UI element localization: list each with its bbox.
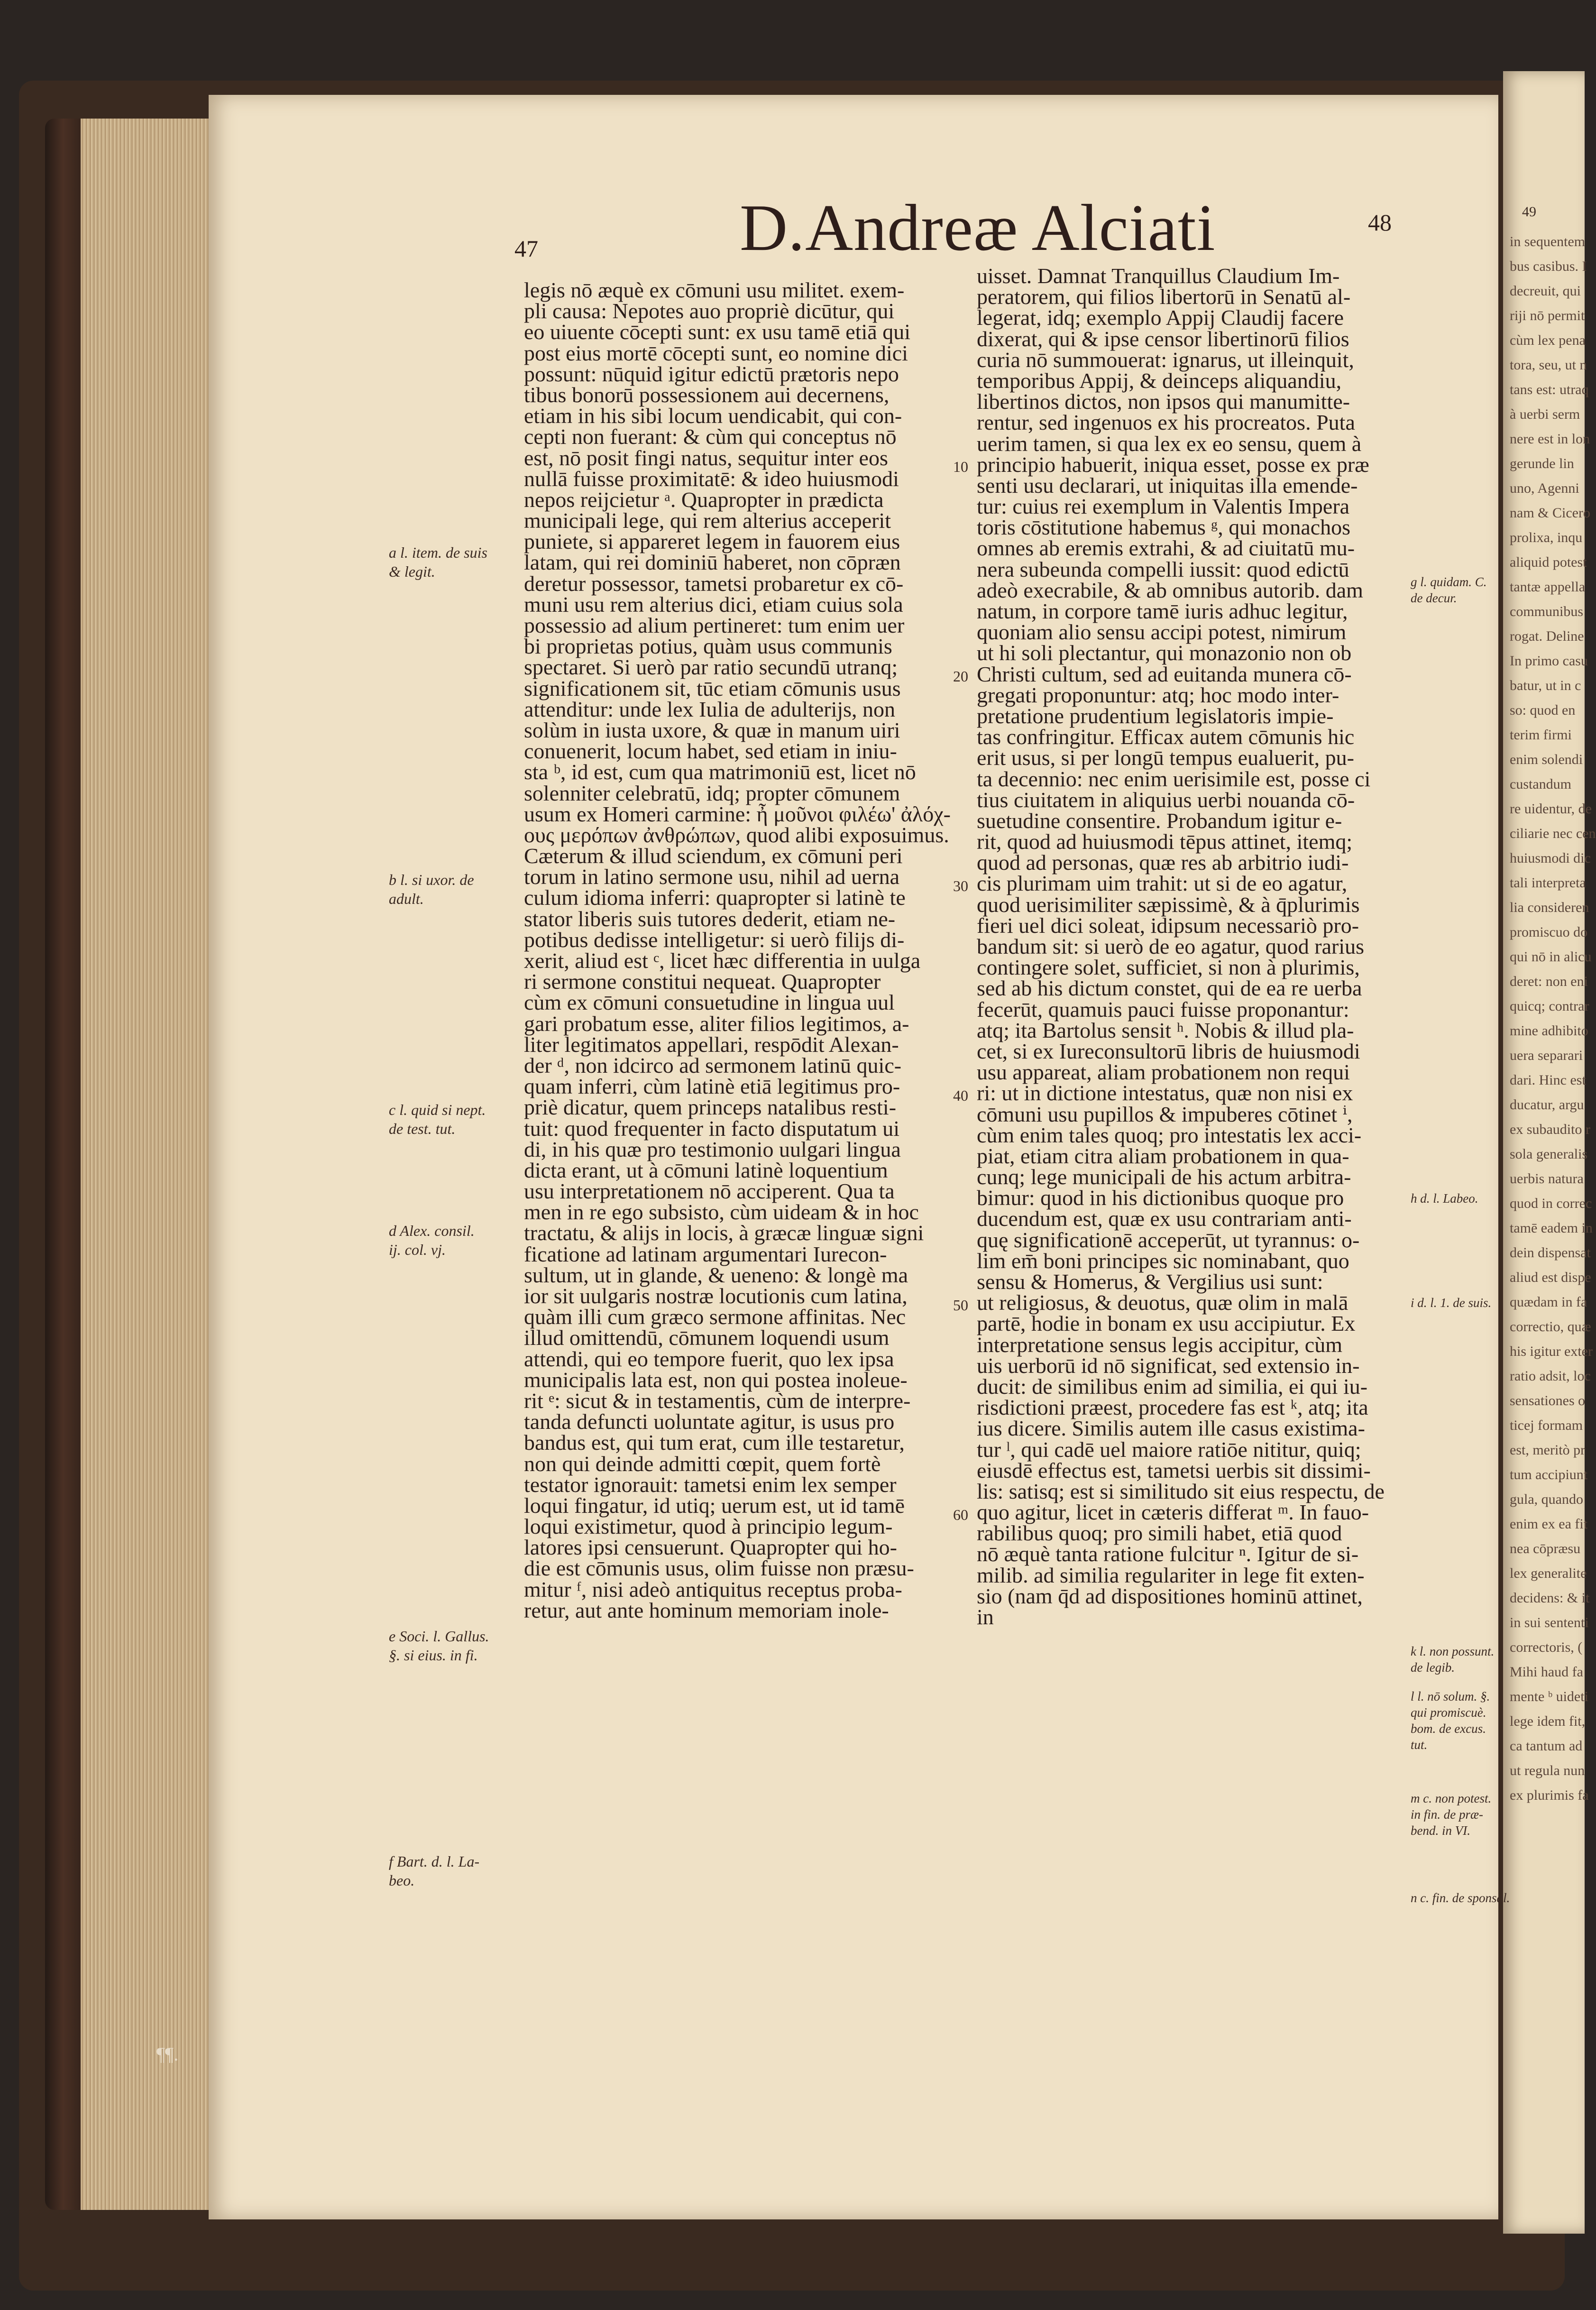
left-column-line: etiam in his sibi locum uendicabit, qui con- [524, 404, 902, 428]
line-number: 60 [953, 1506, 968, 1523]
right-column-line: gregati proponuntur: atq; hoc modo inter- [977, 682, 1339, 707]
left-column-line: non qui deinde admitti cœpit, quem fortè [524, 1451, 881, 1476]
right-column-line: suetudine consentire. Probandum igitur e- [977, 808, 1342, 833]
facing-page-line: decreuit, qui [1510, 283, 1581, 299]
right-column-line: tur ˡ, qui cadē uel maiore ratiōe nititur, quiq; [977, 1437, 1361, 1462]
facing-page-line: lege idem fit, [1510, 1713, 1586, 1729]
right-column-line: ta decennio: nec enim uerisimile est, posse ci [977, 766, 1371, 791]
right-column-line: ducendum est, quæ ex usu contrariam anti- [977, 1206, 1352, 1231]
right-column-line: sed ab his dictum constet, qui de ea re uerba [977, 976, 1362, 1001]
right-column-line: principio habuerit, iniqua esset, posse ex præ [977, 452, 1369, 477]
right-column-line: uisset. Damnat Tranquillus Claudium Im- [977, 264, 1340, 288]
right-column-line: cunq; lege municipali de his actum arbitra- [977, 1165, 1351, 1189]
right-column-line: legerat, idq; exemplo Appij Claudij facere [977, 305, 1344, 330]
right-column-line: bandum sit: si uerò de eo agatur, quod rarius [977, 934, 1365, 958]
left-column-line: cùm ex cōmuni consuetudine in lingua uul [524, 990, 895, 1015]
margin-note-line: in fin. de præ- [1411, 1807, 1483, 1822]
facing-page-line: enim ex ea fit [1510, 1516, 1588, 1532]
right-text-column [977, 266, 1413, 1628]
left-column-line: potibus dedisse intelligetur: si uerò filijs di- [524, 927, 905, 952]
left-column-line: ficatione ad latinam argumentari Iurecon- [524, 1242, 887, 1266]
left-column-line: mitur ᶠ, nisi adeò antiquitus receptus proba- [524, 1577, 902, 1601]
left-column-line: attenditur: unde lex Iulia de adulterijs, non [524, 697, 896, 721]
facing-page-line: quod in correc [1510, 1196, 1592, 1211]
facing-page-line: tora, seu, ut n [1510, 357, 1587, 373]
facing-page-line: dari. Hinc est [1510, 1072, 1586, 1088]
margin-note-i [1411, 1295, 1491, 1311]
margin-note-line: i d. l. 1. de suis. [1411, 1296, 1492, 1310]
left-column-line: attendi, qui eo tempore fuerit, quo lex ipsa [524, 1346, 894, 1371]
left-column-line: dicta erant, ut à cōmuni latinè loquentium [524, 1158, 888, 1182]
margin-note-line: f Bart. d. l. La- [389, 1853, 480, 1870]
left-column-line: tuit: quod frequenter in facto disputatum ui [524, 1116, 900, 1141]
left-column-line: eo uiuente cōcepti sunt: ex usu tamē etiā qui [524, 320, 910, 344]
right-column-line: pretatione prudentium legislatoris impie- [977, 703, 1334, 728]
facing-page-line: gerunde lin [1510, 456, 1574, 471]
left-column-line: xerit, aliud est ᶜ, licet hæc differentia in uulga [524, 948, 921, 973]
left-column-line: est, nō posit fingi natus, sequitur inter eos [524, 445, 888, 470]
right-column-line: rabilibus quoq; pro simili habet, etiā quod [977, 1521, 1342, 1546]
facing-page-line: sensationes o [1510, 1393, 1586, 1408]
right-column-line: fecerūt, quamuis pauci fuisse proponantur: [977, 997, 1349, 1022]
facing-page-line: in sui sententi [1510, 1615, 1589, 1630]
margin-note-line: adult. [389, 890, 424, 907]
right-column-line: nō æquè tanta ratione fulcitur ⁿ. Igitur de si- [977, 1542, 1359, 1566]
margin-note-line: b l. si uxor. de [389, 871, 474, 888]
facing-page-line: prolixa, inqu [1510, 530, 1583, 545]
left-column-line: gari probatum esse, aliter filios legitimos, a- [524, 1011, 909, 1036]
facing-page-line: re uidentur, de [1510, 801, 1592, 817]
right-column-line: uis uerborū id nō significat, sed extensio in- [977, 1353, 1360, 1378]
left-column-line: conuenerit, locum habet, sed etiam in iniu- [524, 739, 897, 764]
facing-page-line: riji nō permit [1510, 308, 1585, 323]
right-column-line: eiusdē effectus est, tametsi uerbis sit dissimi- [977, 1458, 1371, 1482]
left-column-line: ους μερόπων ἀνθρώπων, quod alibi exposuimus. [524, 822, 949, 847]
right-column-line: quod uerisimiliter sæpissimè, & à q̄plurimis [977, 892, 1360, 917]
left-column-line: ior sit uulgaris nostræ locutionis cum latina, [524, 1284, 908, 1308]
left-column-line: pli causa: Nepotes auo propriè dicūtur, qui [524, 299, 895, 323]
margin-note-f [389, 1852, 479, 1890]
margin-note-e [389, 1627, 489, 1665]
margin-note-line: de test. tut. [389, 1120, 456, 1137]
facing-page-line: tum accipiunt [1510, 1467, 1588, 1482]
facing-page-line: dein dispensat [1510, 1245, 1591, 1261]
right-column-line: peratorem, qui filios libertorū in Senatū al- [977, 285, 1351, 309]
margin-note-line: e Soci. l. Gallus. [389, 1628, 489, 1645]
left-column-line: Cæterum & illud sciendum, ex cōmuni peri [524, 844, 903, 868]
left-column-line: nullā fuisse proximitatē: & ideo huiusmodi [524, 466, 899, 491]
right-column-line: ius dicere. Similis autem ille casus existima- [977, 1416, 1365, 1441]
margin-note-line: n c. fin. de sponsal. [1411, 1891, 1510, 1905]
margin-note-line: bom. de excus. [1411, 1721, 1486, 1736]
left-column-line: culum idioma inferri: quapropter si latinè te [524, 885, 906, 910]
margin-note-line: d Alex. consil. [389, 1222, 475, 1239]
page-edges [81, 119, 218, 2210]
left-column-line: solenniter celebratū, idq; propter cōmunem [524, 781, 900, 805]
right-column-line: sio (nam q̄d ad dispositiones hominū attinet, [977, 1583, 1363, 1608]
facing-page-line: ca tantum ad [1510, 1738, 1583, 1754]
left-column-line: priè dicatur, quem princeps natalibus resti- [524, 1095, 897, 1120]
left-column-line: bi proprietas potius, quàm usus communis [524, 634, 892, 659]
right-column-line: natum, in corpore tamē iuris adhuc legitur, [977, 599, 1348, 623]
margin-note-b [389, 870, 474, 908]
facing-page-line: nea cōpræsu [1510, 1541, 1581, 1556]
facing-page-number: 49 [1522, 204, 1536, 220]
margin-note-l [1411, 1688, 1490, 1753]
margin-note-c [389, 1100, 486, 1138]
facing-page-line: correctio, quæ [1510, 1319, 1591, 1334]
margin-note-line: ij. col. vj. [389, 1241, 446, 1258]
right-column-line: milib. ad similia regulariter in lege fit exten- [977, 1563, 1365, 1587]
margin-note-line: beo. [389, 1872, 415, 1889]
left-column-line: possessio ad alium pertineret: tum enim uer [524, 613, 905, 637]
right-column-line: fieri uel dici soleat, idipsum necessariò pro- [977, 913, 1359, 938]
facing-page-line: qui nō in alicu [1510, 949, 1592, 965]
right-column-line: tas confringitur. Efficax autem cōmunis hic [977, 725, 1355, 749]
line-number: 50 [953, 1296, 968, 1314]
right-column-line: rentur, sed ingenuos ex his procreatos. Puta [977, 410, 1355, 435]
left-column-line: illud omittendū, cōmunem loquendi usum [524, 1325, 890, 1350]
left-column-line: tibus bonorū possessionem aui decernens, [524, 382, 890, 407]
right-column-line: senti usu declarari, ut iniquitas illa emende- [977, 473, 1358, 497]
line-number: 30 [953, 877, 968, 894]
facing-page-line: tamē eadem in [1510, 1220, 1593, 1236]
right-column-line: tius ciuitatem in aliquius uerbi nouanda cō- [977, 787, 1355, 812]
left-column-line: deretur possessor, tametsi probaretur ex cō- [524, 571, 904, 596]
left-column-line: puniete, si appareret legem in fauorem eius [524, 529, 900, 554]
facing-page-line: communibus [1510, 604, 1583, 619]
facing-page-line: promiscuo do [1510, 924, 1588, 940]
signature-mark: ¶¶. [156, 2043, 179, 2065]
page-number-left: 47 [514, 235, 538, 262]
margin-note-line: h d. l. Labeo. [1411, 1191, 1478, 1206]
facing-page-line: deret: non eni [1510, 974, 1588, 989]
margin-note-line: a l. item. de suis [389, 544, 487, 561]
right-column-line: temporibus Appij, & deinceps aliquandiu, [977, 368, 1342, 393]
right-column-line: cet, si ex Iureconsultorū libris de huiusmodi [977, 1039, 1360, 1063]
right-column-line: dixerat, qui & ipse censor libertinorū filios [977, 326, 1349, 351]
right-column-line: cùm enim tales quoq; pro intestatis lex acci- [977, 1123, 1362, 1147]
left-column-line: ri sermone constitui nequeat. Quapropter [524, 969, 881, 994]
left-text-column [524, 280, 979, 1621]
left-column-line: loqui existimetur, quod à principio legum- [524, 1514, 893, 1539]
facing-page-line: ex plurimis fa [1510, 1787, 1589, 1803]
margin-note-g [1411, 574, 1487, 606]
left-column-line: men in re ego subsisto, cùm uideam & in hoc [524, 1200, 919, 1224]
facing-page-line: rogat. Deline [1510, 628, 1584, 644]
facing-page-line: huiusmodi dic [1510, 850, 1591, 866]
facing-page-line: ratio adsit, loc [1510, 1368, 1591, 1384]
left-column-line: torum in latino sermone usu, nihil ad uerna [524, 865, 900, 889]
facing-page-line: nam & Cicero [1510, 505, 1590, 521]
margin-note-line: & legit. [389, 563, 435, 580]
left-column-line: stator liberis suis tutores dederit, etiam ne- [524, 906, 896, 931]
facing-page [1503, 71, 1596, 2234]
left-column-line: di, in his quæ pro testimonio uulgari lingua [524, 1137, 901, 1161]
facing-page-line: uno, Agenni [1510, 480, 1579, 496]
left-column-line: der ᵈ, non idcirco ad sermonem latinū quic- [524, 1053, 902, 1077]
right-column-line: rit, quod ad huiusmodi tēpus attinet, itemq; [977, 829, 1353, 854]
right-column-line: lim em̄ boni principes sic nominabant, quo [977, 1248, 1349, 1273]
facing-page-line: mine adhibito [1510, 1023, 1588, 1039]
left-column-line: possunt: nūquid igitur edictū prætoris nepo [524, 361, 899, 386]
facing-page-line: batur, ut in c [1510, 678, 1581, 693]
facing-page-line: custandum [1510, 776, 1571, 792]
left-column-line: liter legitimatos appellari, respōdit Alexan- [524, 1032, 899, 1057]
facing-page-line: tali interpreta [1510, 875, 1586, 891]
facing-page-line: tans est: utraq [1510, 382, 1589, 397]
right-column-line: cōmuni usu pupillos & impuberes cōtinet ⁱ, [977, 1102, 1353, 1126]
margin-note-line: de legib. [1411, 1660, 1455, 1675]
facing-page-line: decidens: & it [1510, 1590, 1590, 1606]
right-column-line: cis plurimam uim trahit: ut si de eo agatur, [977, 871, 1348, 896]
facing-page-line: ducatur, argu [1510, 1097, 1584, 1113]
facing-page-line: ut regula nun [1510, 1763, 1585, 1778]
facing-page-line: uerbis natura [1510, 1171, 1584, 1187]
right-column-line: piat, etiam citra aliam probationem in qua- [977, 1143, 1349, 1168]
right-column-line: atq; ita Bartolus sensit ʰ. Nobis & illud pla- [977, 1018, 1354, 1042]
left-column-line: sta ᵇ, id est, cum qua matrimoniū est, licet nō [524, 760, 916, 784]
right-column-line: ut hi soli plectantur, qui monazonio non ob [977, 641, 1352, 665]
facing-page-line: gula, quando [1510, 1491, 1583, 1507]
right-column-line: bimur: quod in his dictionibus quoque pro [977, 1186, 1344, 1210]
left-column-line: latores ipsi censuerunt. Quapropter qui ho- [524, 1535, 897, 1560]
facing-page-line: nere est in lon [1510, 431, 1590, 447]
facing-page-line: ciliarie nec cen [1510, 826, 1596, 841]
left-column-line: post eius mortē cōcepti sunt, eo nomine dici [524, 341, 908, 365]
margin-note-h [1411, 1190, 1478, 1206]
right-column-line: uerim tamen, si qua lex ex eo sensu, quem à [977, 431, 1362, 456]
facing-page-line: In primo casu [1510, 653, 1588, 669]
margin-note-line: §. si eius. in fi. [389, 1647, 478, 1664]
right-column-line: ducit: de similibus enim ad similia, ei qui iu- [977, 1374, 1368, 1399]
margin-note-d [389, 1221, 475, 1259]
right-column-line: contingere solet, sufficiet, si non à plurimis, [977, 955, 1360, 980]
right-column-line: sensu & Homerus, & Vergilius usi sunt: [977, 1270, 1323, 1294]
left-column-line: significationem sit, tūc etiam cōmunis usus [524, 676, 901, 700]
running-head: D.Andreæ Alciati [740, 191, 1216, 265]
left-column-line: quàm illi cum græco sermone affinitas. Nec [524, 1305, 906, 1329]
facing-page-line: Mihi haud fa [1510, 1664, 1583, 1680]
left-column-line: loqui fingatur, id utiq; uerum est, ut id tamē [524, 1493, 905, 1518]
facing-page-line: so: quod en [1510, 702, 1576, 718]
facing-page-line: enim solendi [1510, 752, 1583, 767]
left-column-line: bandus est, qui tum erat, cum ille testaretur, [524, 1430, 905, 1455]
facing-page-text [1503, 230, 1596, 1808]
facing-page-line: ticej formam [1510, 1417, 1583, 1433]
left-column-line: tanda defuncti uoluntate agitur, is usus pro [524, 1409, 895, 1434]
right-column-line: nera subeunda compelli iussit: quod edictū [977, 557, 1349, 581]
right-column-line: curia nō summouerat: ignarus, ut illeinquit, [977, 347, 1354, 372]
right-column-line: tur: cuius rei exemplum in Valentis Impera [977, 494, 1350, 519]
left-column-line: quam inferri, cùm latinè etiā legitimus pro- [524, 1074, 900, 1099]
left-column-line: rit ᵉ: sicut & in testamentis, cùm de interpre- [524, 1388, 911, 1413]
right-column-line: Christi cultum, sed ad euitanda munera cō- [977, 662, 1352, 686]
right-column-line: toris cōstitutione habemus ᵍ, qui monachos [977, 515, 1351, 540]
right-column-line: interpretatione sensus legis accipitur, cùm [977, 1332, 1342, 1357]
margin-note-a [389, 543, 487, 581]
facing-page-line: ex subaudito r [1510, 1122, 1590, 1137]
page-number-right: 48 [1368, 209, 1392, 236]
left-column-line: retur, aut ante hominum memoriam inole- [524, 1598, 889, 1622]
right-column-line: libertinos dictos, non ipsos qui manumitte- [977, 389, 1350, 414]
facing-page-line: aliud est dispe [1510, 1270, 1591, 1285]
left-column-line: legis nō æquè ex cōmuni usu militet. exem- [524, 278, 905, 302]
margin-note-line: tut. [1411, 1738, 1428, 1752]
facing-page-line: quicq; contrar [1510, 998, 1589, 1014]
facing-page-line: lia consideren [1510, 900, 1589, 915]
facing-page-line: in sequentem [1510, 234, 1586, 249]
left-column-line: nepos reijcietur ᵃ. Quapropter in prædicta [524, 487, 884, 512]
left-column-line: municipali lege, qui rem alterius acceperit [524, 508, 891, 533]
right-column-line: usu appareat, aliam probationem non requi [977, 1060, 1350, 1085]
facing-page-line: lex generalite [1510, 1565, 1587, 1581]
left-column-line: muni usu rem alterius dici, etiam cuius sola [524, 592, 903, 617]
left-column-line: usum ex Homeri carmine: ἦ μοῦνοι φιλέω' ἀλόχ- [524, 801, 951, 826]
margin-note-line: de decur. [1411, 591, 1457, 605]
margin-note-line: bend. in VI. [1411, 1823, 1470, 1838]
facing-page-line: aliquid potest [1510, 554, 1587, 570]
margin-note-n [1411, 1890, 1510, 1906]
facing-page-line: uera separari [1510, 1048, 1583, 1063]
left-column-line: sultum, ut in glande, & ueneno: & longè ma [524, 1262, 908, 1287]
left-column-line: die est cōmunis usus, olim fuisse non præsu- [524, 1556, 914, 1581]
margin-note-line: m c. non potest. [1411, 1791, 1492, 1805]
right-column-line: quoniam alio sensu accipi potest, nimirum [977, 620, 1347, 644]
line-number: 40 [953, 1086, 968, 1104]
right-column-line: partē, hodie in bonam ex usu accipiutur. Ex [977, 1311, 1356, 1336]
right-column-line: quod ad personas, quæ res ab arbitrio iudi- [977, 850, 1349, 875]
left-column-line: spectaret. Si uerò par ratio secundū utranq; [524, 655, 898, 680]
right-column-line: adeò execrabile, & ab omnibus autorib. dam [977, 578, 1363, 602]
right-column-line: risdictioni præest, procedere fas est ᵏ, atq; ita [977, 1395, 1368, 1420]
margin-note-m [1411, 1790, 1491, 1839]
left-column-line: tractatu, & alijs in locis, à græcæ linguæ signi [524, 1221, 924, 1245]
margin-note-line: k l. non possunt. [1411, 1644, 1495, 1658]
facing-page-line: cùm lex pena [1510, 332, 1586, 348]
right-column-line: in [977, 1605, 994, 1629]
facing-page-line: terim firmi [1510, 727, 1572, 743]
margin-note-k [1411, 1643, 1494, 1675]
margin-note-line: l l. nō solum. §. [1411, 1689, 1490, 1703]
facing-page-line: his igitur exter [1510, 1344, 1593, 1359]
right-column-line: quo agitur, licet in cæteris differat ᵐ. In fauo- [977, 1500, 1369, 1525]
line-number: 20 [953, 667, 968, 685]
left-column-line: cepti non fuerant: & cùm qui conceptus nō [524, 424, 897, 449]
facing-page-line: correctoris, ( [1510, 1639, 1583, 1655]
margin-note-line: qui promiscuè. [1411, 1705, 1486, 1720]
right-column-line: lis: satisq; est si similitudo sit eius respectu, de [977, 1479, 1385, 1503]
right-column-line: erit usus, si per longū tempus eualuerit, pu- [977, 745, 1354, 770]
facing-page-line: est, meritò pr [1510, 1442, 1586, 1458]
margin-note-line: c l. quid si nept. [389, 1101, 486, 1118]
left-column-line: latam, qui rei dominiū haberet, non cōpræn [524, 550, 901, 575]
right-column-line: ut religiosus, & deuotus, quæ olim in malā [977, 1290, 1348, 1315]
right-column-line: quę significationē acceperūt, ut tyrannus: o- [977, 1227, 1360, 1252]
left-column-line: usu interpretationem nō acciperent. Qua ta [524, 1179, 895, 1204]
facing-page-line: mente ᵇ uideti [1510, 1689, 1588, 1704]
right-column-line: ri: ut in dictione intestatus, quæ non nisi ex [977, 1081, 1353, 1105]
right-column-line: omnes ab eremis extrahi, & ad ciuitatū mu- [977, 536, 1355, 561]
left-column-line: municipalis lata est, non qui postea inoleue- [524, 1367, 908, 1392]
left-column-line: testator ignorauit: tametsi enim lex semper [524, 1472, 897, 1497]
facing-page-line: tantæ appella [1510, 579, 1586, 595]
left-column-line: solùm in iusta uxore, & quæ in manum uiri [524, 718, 900, 742]
facing-page-line: à uerbi serm [1510, 406, 1580, 422]
facing-page-line: bus casibus. I [1510, 258, 1587, 274]
margin-note-line: g l. quidam. C. [1411, 575, 1487, 589]
facing-page-line: sola generalis [1510, 1146, 1588, 1162]
facing-page-line: quædam in fa [1510, 1294, 1587, 1310]
line-number: 10 [953, 458, 968, 475]
